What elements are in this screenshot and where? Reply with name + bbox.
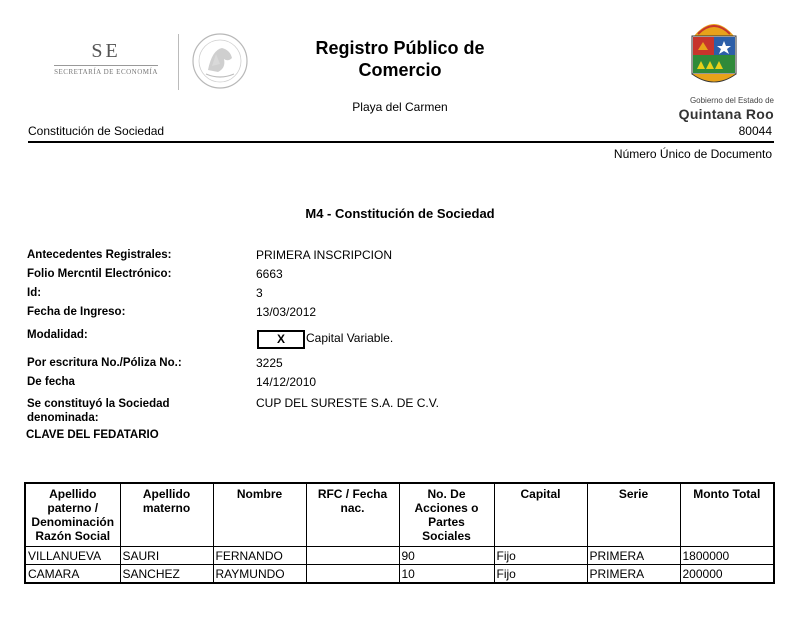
document-number-label: Número Único de Documento — [613, 147, 772, 161]
header-serie: Serie — [587, 483, 680, 547]
cell-serie: PRIMERA — [587, 547, 680, 565]
escritura-value: 3225 — [256, 356, 283, 370]
registry-city: Playa del Carmen — [352, 100, 448, 114]
national-seal-icon — [178, 28, 248, 94]
state-name: Quintana Roo — [678, 106, 774, 122]
registry-title: Registro Público de Comercio — [315, 38, 485, 80]
cell-rfc — [306, 547, 399, 565]
quintana-roo-shield-icon — [684, 14, 744, 94]
table-header-row — [25, 483, 774, 547]
header-capital: Capital — [494, 483, 587, 547]
header-apellido-paterno: Apellido paterno / Denominación Razón Social — [25, 483, 120, 547]
header-divider — [28, 141, 774, 143]
sociedad-label: Se constituyó la Sociedad denominada: — [27, 398, 170, 424]
modalidad-checkbox: X — [257, 330, 305, 349]
section-title: M4 - Constitución de Sociedad — [305, 206, 495, 221]
cell-capital: Fijo — [494, 565, 587, 584]
cell-nombre: FERNANDO — [213, 547, 306, 565]
document-type: Constitución de Sociedad — [28, 124, 165, 138]
cell-capital: Fijo — [494, 547, 587, 565]
cell-apellido-paterno: VILLANUEVA — [25, 547, 120, 565]
id-label: Id: — [27, 287, 42, 299]
header-rfc: RFC / Fecha nac. — [306, 483, 399, 547]
table-row — [25, 565, 774, 584]
se-logo — [48, 40, 164, 90]
cell-acciones: 10 — [399, 565, 494, 584]
cell-nombre: RAYMUNDO — [213, 565, 306, 584]
cell-acciones: 90 — [399, 547, 494, 565]
cell-rfc — [306, 565, 399, 584]
cell-apellido-materno: SANCHEZ — [120, 565, 213, 584]
header-apellido-materno: Apellido materno — [120, 483, 213, 547]
se-logo-caption: SECRETARÍA DE ECONOMÍA — [54, 68, 158, 76]
cell-apellido-paterno: CAMARA — [25, 565, 120, 584]
header-acciones: No. De Acciones o Partes Sociales — [399, 483, 494, 547]
de-fecha-value: 14/12/2010 — [256, 375, 317, 389]
fecha-ingreso-value: 13/03/2012 — [256, 305, 317, 319]
partners-table — [24, 482, 775, 584]
cell-monto: 1800000 — [680, 547, 774, 565]
de-fecha-label: De fecha — [27, 376, 75, 388]
cell-monto: 200000 — [680, 565, 774, 584]
table-row — [25, 547, 774, 565]
quintana-roo-logo — [646, 14, 774, 122]
escritura-label: Por escritura No./Póliza No.: — [27, 357, 182, 369]
clave-fedatario-label: CLAVE DEL FEDATARIO — [26, 429, 159, 441]
state-government-caption: Gobierno del Estado de — [689, 96, 774, 105]
antecedentes-value: PRIMERA INSCRIPCION — [256, 248, 393, 262]
header-nombre: Nombre — [213, 483, 306, 547]
header-monto-total: Monto Total — [680, 483, 774, 547]
cell-apellido-materno: SAURI — [120, 547, 213, 565]
modalidad-value: Capital Variable. — [306, 331, 394, 345]
modalidad-label: Modalidad: — [27, 329, 88, 341]
id-value: 3 — [256, 286, 263, 300]
document-number: 80044 — [738, 124, 772, 138]
fecha-ingreso-label: Fecha de Ingreso: — [27, 306, 126, 318]
antecedentes-label: Antecedentes Registrales: — [27, 249, 172, 261]
sociedad-value: CUP DEL SURESTE S.A. DE C.V. — [256, 396, 439, 410]
cell-serie: PRIMERA — [587, 565, 680, 584]
se-logo-mark: SE — [91, 40, 121, 62]
folio-label: Folio Mercntil Electrónico: — [27, 268, 172, 280]
folio-value: 6663 — [256, 267, 283, 281]
